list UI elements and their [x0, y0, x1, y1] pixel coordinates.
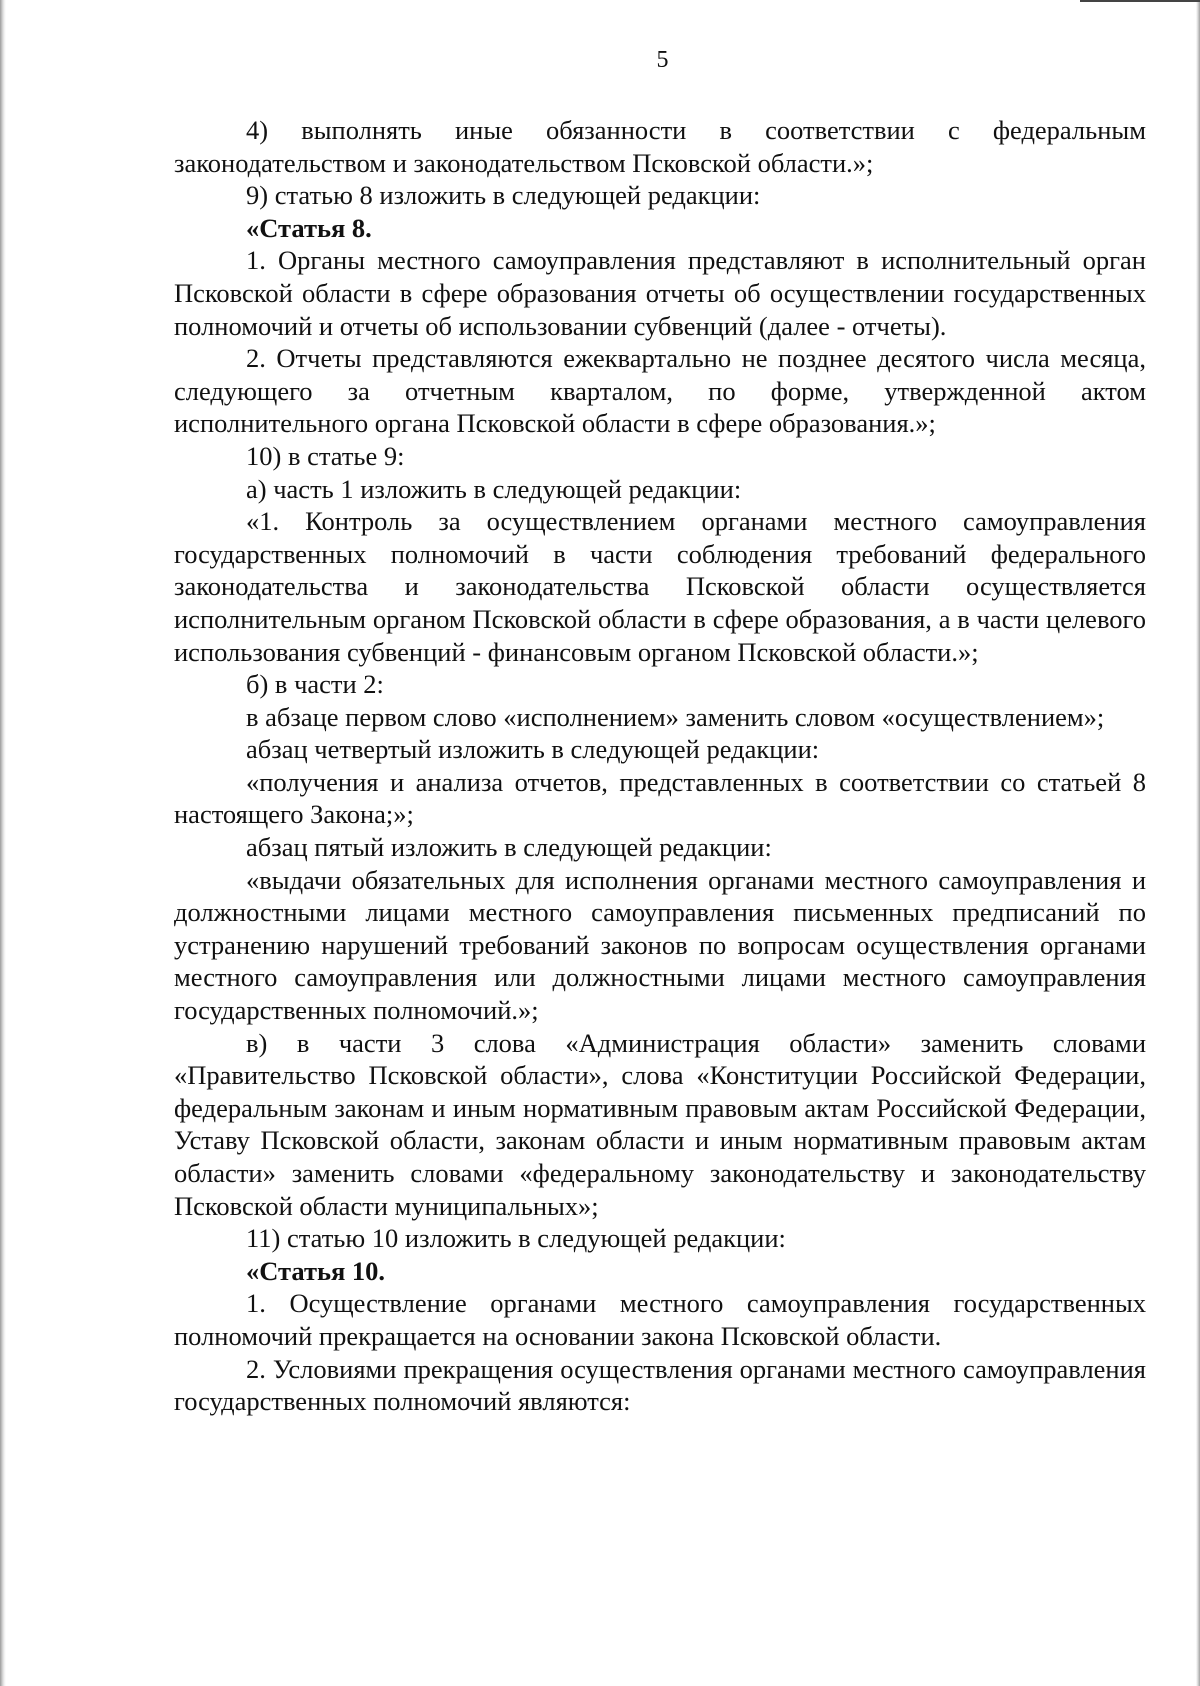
scan-top-line [1080, 0, 1200, 2]
paragraph-item-10: 10) в статье 9: [246, 440, 405, 471]
subitem-b: б) в части 2: [246, 669, 384, 700]
fifth-abzac-text: «выдачи обязательных для исполнения органами местного самоуправления и должностными лицами местного самоуправления письменных предписаний по устранению нарушений требований законов по вопросам осуществления органами местного самоуправления или должностными лицами местного самоуправления государственных полномочий.»; [174, 864, 1146, 1026]
subitem-v: в) в части 3 слова «Администрация области» заменить словами «Правительство Псковской области», слова «Конституции Российской Федерации, федеральным законам и иным нормативным правовым актам Российской Федерации, Уставу Псковской области, законам области и иным нормативным правовым актам области» заменить словами «федеральному законодательству и законодательству Псковской области муниципальных»; [174, 1027, 1146, 1221]
paragraph-first-abzac: в абзаце первом слово «исполнением» заменить словом «осуществлением»; [246, 701, 1105, 732]
article-9-part-1-text: «1. Контроль за осуществлением органами местного самоуправления государственных полномочий в части соблюдения требований федерального законодательства и законодательства Псковской области осуществляется исполнительным органом Псковской области в сфере образования, а в части целевого использования субвенций - финансовым органом Псковской области.»; [174, 506, 1146, 667]
paragraph-fourth-abzac: абзац четвертый изложить в следующей редакции: [246, 734, 820, 765]
paragraph-item-11: 11) статью 10 изложить в следующей редакции: [246, 1223, 786, 1254]
article-10-part-2: 2. Условиями прекращения осуществления органами местного самоуправления государственных полномочий являются: [174, 1353, 1146, 1417]
article-8-part-2: 2. Отчеты представляются ежеквартально не позднее десятого числа месяца, следующего за отчетным кварталом, по форме, утвержденной актом исполнительного органа Псковской области в сфере образования.»; [174, 343, 1146, 439]
scan-right-edge [1196, 0, 1200, 1686]
paragraph-item-4: 4) выполнять иные обязанности в соответствии с федеральным законодательством и законодательством Псковской области.»; [174, 115, 1146, 178]
document-body [174, 114, 1146, 1418]
fourth-abzac-text: «получения и анализа отчетов, представленных в соответствии со статьей 8 настоящего Закона;»; [174, 766, 1146, 830]
paragraph-fifth-abzac: абзац пятый изложить в следующей редакции: [246, 832, 772, 863]
page-number: 5 [656, 47, 669, 73]
paragraph-item-9: 9) статью 8 изложить в следующей редакции: [246, 180, 761, 211]
article-10-part-1: 1. Осуществление органами местного самоуправления государственных полномочий прекращается на основании закона Псковской области. [174, 1288, 1146, 1351]
article-10-heading: «Статья 10. [246, 1255, 386, 1286]
subitem-a: а) часть 1 изложить в следующей редакции: [246, 473, 742, 504]
article-8-part-1: 1. Органы местного самоуправления представляют в исполнительный орган Псковской области в сфере образования отчеты об осуществлении государственных полномочий и отчеты об использовании субвенций (далее - отчеты). [174, 245, 1146, 341]
scan-left-edge [0, 0, 6, 1686]
article-8-heading: «Статья 8. [246, 212, 372, 243]
